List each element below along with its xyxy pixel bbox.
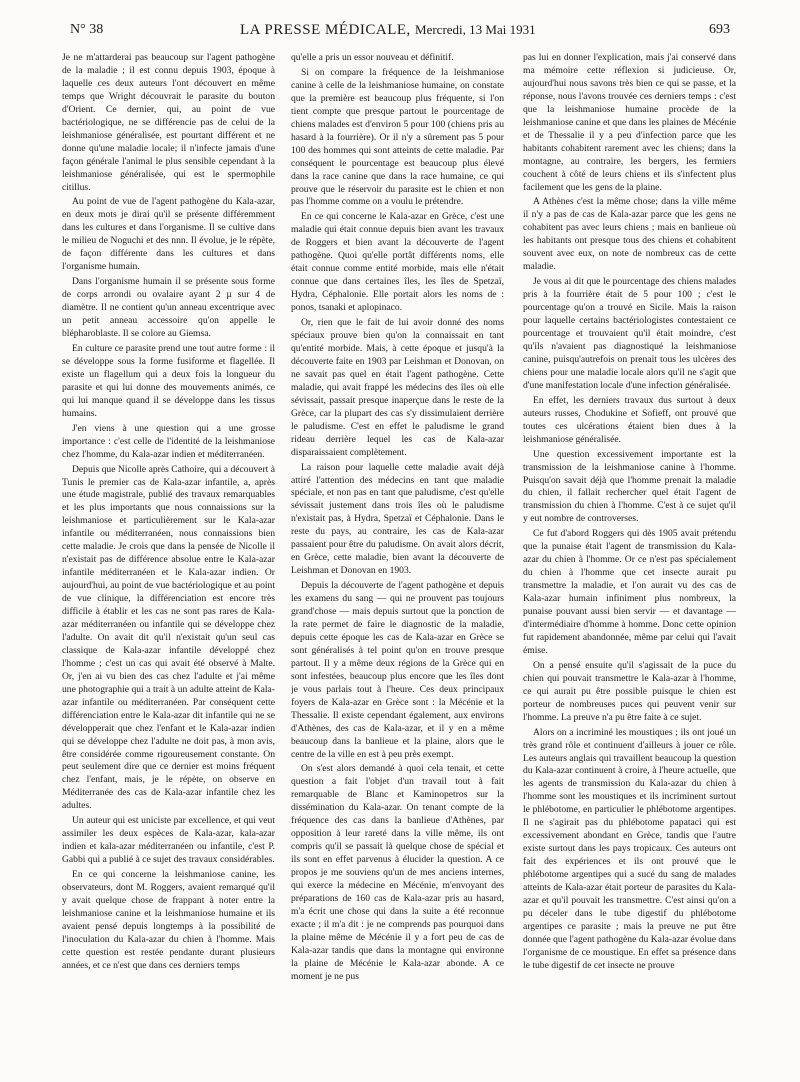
paragraph: Depuis la découverte de l'agent pathogène et depuis les examens du sang — qui ne prouvent pas toujours grand'chose — mais depuis surtout que la ponction de la rate permet de faire le diagnostic de la maladie, depuis cette époque les cas de Kala-azar en Grèce se sont généralisés à tel point qu'on en trouve presque partout. Il y a même deux régions de la Grèce qui en sont infestées, beaucoup plus encore que les îles dont je vous parlais tout à l'heure. Ces deux principaux foyers de Kala-azar en Grèce sont : la Mécénie et la Thessalie. Il existe cependant également, aux environs d'Athènes, des cas de Kala-azar, et il y en a même beaucoup dans la banlieue et la plaine, alors que le centre de la ville en est à peu près exempt.: [291, 580, 504, 760]
paragraph: En effet, les derniers travaux dus surtout à deux auteurs russes, Chodukine et Sofieff, ont prouvé que toutes ces ulcérations étaient bien dues à la leishmaniose généralisée.: [523, 394, 736, 445]
paragraph: La raison pour laquelle cette maladie avait déjà attiré l'attention des médecins en tant que maladie spéciale, et non pas en tant que paludisme, c'est qu'elle sévissait justement dans trois îles où le paludisme n'existait pas, à Hydra, Spetzaï et Céphalonie. Dans le reste du pays, au contraire, les cas de Kala-azar passaient pour être du paludisme. On avait alors décrit, en Grèce, cette maladie, bien avant la découverte de Leishman et Donovan en 1903.: [291, 461, 504, 577]
paragraph: Si on compare la fréquence de la leishmaniose canine à celle de la leishmaniose humaine, on constate que la première est beaucoup plus fréquente, si l'on tient compte que presque partout le pourcentage de chiens malades est d'environ 5 pour 100 (chiens pris au hasard à la fourrière). Or il n'y a sûrement pas 5 pour 100 des hommes qui sont atteints de cette maladie. Par conséquent le pourcentage est beaucoup plus élevé dans la race canine que dans la race humaine, ce qui prouve que le réservoir du parasite est le chien et non pas l'homme comme on a voulu le prétendre.: [291, 66, 504, 208]
paragraph: Je vous ai dit que le pourcentage des chiens malades pris à la fourrière était de 5 pour 100 ; c'est le pourcentage qu'on a trouvé en Sicile. Mais la raison pour laquelle certains bactériologistes contestaient ce pourcentage et trouvaient qu'il était moindre, c'est qu'ils n'avaient pas diagnostiqué la leishmaniose canine, puisqu'autrefois on prenait tous les ulcères des chiens pour une maladie locale alors qu'il ne s'agit que d'une manifestation locale d'une infection généralisée.: [523, 276, 736, 391]
paragraph: Une question excessivement importante est la transmission de la leishmaniose canine à l'homme. Puisqu'on savait déjà que l'homme prenait la maladie du chien, il fallait rechercher quel était l'agent de transmission du chien à l'homme. C'est à ce sujet qu'il y eut nombre de controverses.: [523, 448, 736, 525]
paragraph: pas lui en donner l'explication, mais j'ai conservé dans ma mémoire cette réflexion si judicieuse. Or, aujourd'hui nous savons très bien ce qui se passe, et la réponse, nous l'avons trouvée ces derniers temps : c'est que la leishmaniose humaine procède de la leishmaniose canine et que dans les plaines de Mécénie et de Thessalie il y a peu d'infection parce que les habitants cohabitent rarement avec les chiens; dans la montagne, au contraire, les bergers, les fermiers couchent à côté de leurs chiens et ils s'infectent plus facilement que les gens de la plaine.: [523, 52, 736, 193]
text-column-2: [291, 52, 504, 1072]
paragraph: Au point de vue de l'agent pathogène du Kala-azar, en deux mots je dirai qu'il se présente différemment dans les cultures et dans l'organisme. Il se cultive dans le milieu de Noguchi et des nnn. Il évolue, je le répète, de façon différente dans les cultures et dans l'organisme humain.: [62, 196, 275, 273]
paragraph: J'en viens à une question qui a une grosse importance : c'est celle de l'identité de la leishmaniose chez l'homme, du Kala-azar indien et méditerranéen.: [62, 422, 275, 460]
issue-date: Mercredi, 13 Mai 1931: [415, 22, 536, 37]
paragraph: En culture ce parasite prend une tout autre forme : il se développe sous la forme fusiforme et flagellée. Il existe un flagellum qui a deux fois la longueur du parasite et qui lui donne des mouvements animés, ce qui lui manque quand il se développe dans les tissus humains.: [62, 342, 275, 419]
paragraph: Or, rien que le fait de lui avoir donné des noms spéciaux prouve bien qu'on la connaissait en tant qu'entité morbide. Mais, à cette époque et jusqu'à la découverte faite en 1903 par Leishman et Donovan, on ne savait pas quel en était l'agent pathogène. Cette maladie, qui avait frappé les médecins des îles où elle sévissait, passait presque inaperçue dans le reste de la Grèce, car la plupart des cas s'y dissimulaient derrière le paludisme. C'est en effet le paludisme le grand rideau derrière lequel les cas de Kala-azar disparaissaient complètement.: [291, 317, 504, 458]
issue-number: N° 38: [70, 22, 104, 37]
paragraph: On s'est alors demandé à quoi cela tenait, et cette question a fait l'objet d'un travail tout à fait remarquable de Blanc et Kaminopetros sur la dissémination du Kala-azar. On tenant compte de la fréquence des cas dans la banlieue d'Athènes, par opposition à leur rareté dans la ville même, ils ont compris qu'il se passait là quelque chose de spécial et ils sont en effet parvenus à élucider la question. A ce propos je me souviens qu'un de mes anciens internes, qui exerce la médecine en Mécénie, m'envoyant des préparations de 160 cas de Kala-azar pris au hasard, m'a écrit une chose qui dans la suite a été reconnue exacte ; il m'a dit : je ne comprends pas pourquoi dans la plaine même de Mécénie il y a fort peu de cas de Kala-azar tandis que dans la montagne qui environne la plaine de Mécénie le Kala-azar abonde. A ce moment je ne pus: [291, 763, 504, 982]
paragraph: Depuis que Nicolle après Cathoire, qui a découvert à Tunis le premier cas de Kala-azar infantile, a, après une étude magistrale, publié des travaux remarquables et les plus importants que nous connaissions sur la leishmaniose et particulièrement sur le Kala-azar infantile ou méditerranéen, nous connaissions bien cette maladie. Je crois que dans la pensée de Nicolle il n'existait pas de différence absolue entre le Kala-azar infantile méditerranéen et le Kala-azar indien. Or aujourd'hui, au point de vue bactériologique et au point de vue clinique, la différenciation est encore très difficile à établir et les cas ne sont pas rares de Kala-azar méditerranéen ou infantile qui se développe chez l'adulte. On avait dit qu'il n'existait qu'un seul cas classique de Kala-azar infantile développé chez l'homme ; c'est un cas qui avait été observé à Malte. Or, j'en ai vu bien des cas chez l'adulte et j'ai même une photographie qui a trait à un adulte atteint de Kala-azar infantile ou méditerranéen. Par conséquent cette différenciation entre le Kala-azar dit infantile qui ne se développerait que chez l'enfant et le Kala-azar indien qui se développe chez l'adulte ne doit pas, à mon avis, être considérée comme rigoureusement constante. On peut seulement dire que ce dernier est moins fréquent chez l'enfant, mais, je le répète, on observe en Méditerranée des cas de Kala-azar infantile chez les adultes.: [62, 463, 275, 812]
text-column-1: [62, 52, 275, 1072]
text-column-3: [523, 52, 736, 1072]
paragraph: En ce qui concerne la leishmaniose canine, les observateurs, dont M. Roggers, avaient remarqué qu'il y avait quelque chose de frappant à noter entre la leishmaniose canine et la leishmaniose humaine et ils avaient pensé depuis longtemps à la possibilité de l'inoculation du Kala-azar du chien à l'homme. Mais cette question est restée pendante durant plusieurs années, et ce n'est que dans ces derniers temps: [62, 869, 275, 971]
journal-title: [240, 22, 536, 39]
page-number: 693: [709, 22, 730, 37]
paragraph: En ce qui concerne le Kala-azar en Grèce, c'est une maladie qui était connue depuis bien avant les travaux de Roggers et bien avant la découverte de l'agent pathogène. Quoi qu'elle portât différents noms, elle était connue comme entité morbide, mais elle n'était connue que dans certaines îles, les îles de Spetzaï, Hydra, Céphalonie. Elle portait alors les noms de : ponos, tsanaki et aplopinaco.: [291, 211, 504, 314]
paragraph: Ce fut d'abord Roggers qui dès 1905 avait prétendu que la punaise était l'agent de transmission du Kala-azar du chien à l'homme. Or ce n'est pas spécialement du chien à l'homme que cet insecte aurait pu transmettre la maladie, et l'on aurait vu des cas de Kala-azar humain infiniment plus nombreux, la punaise pouvant aussi bien servir — et davantage — d'intermédiaire d'homme à homme. Donc cette opinion fut rapidement abandonnée, même par celui qui l'avait émise.: [523, 528, 736, 656]
paragraph: Dans l'organisme humain il se présente sous forme de corps arrondi ou ovalaire ayant 2 µ sur 4 de diamètre. Il ne contient qu'un anneau excentrique avec un petit anneau accessoire qu'on appelle le blépharoblaste. Il se colore au Giemsa.: [62, 276, 275, 340]
paragraph: On a pensé ensuite qu'il s'agissait de la puce du chien qui pouvait transmettre le Kala-azar à l'homme, ce qui aurait pu être possible puisque le chien est porteur de nombreuses puces qui peuvent venir sur l'homme. La preuve n'a pu être faite à ce sujet.: [523, 659, 736, 723]
paragraph: A Athènes c'est la même chose; dans la ville même il n'y a pas de cas de Kala-azar parce que les gens ne cohabitent pas avec leurs chiens ; mais en banlieue où les habitants ont presque tous des chiens et cohabitent souvent avec eux, on note de nombreux cas de cette maladie.: [523, 196, 736, 273]
paragraph: qu'elle a pris un essor nouveau et définitif.: [291, 52, 454, 63]
page-header: [70, 22, 730, 44]
journal-name: LA PRESSE MÉDICALE,: [240, 22, 411, 38]
paragraph: Alors on a incriminé les moustiques ; ils ont joué un très grand rôle et continuent d'ailleurs à jouer ce rôle. Les auteurs anglais qui travaillent beaucoup la question du Kala-azar continuent à croire, à l'heure actuelle, que les agents de transmission du Kala-azar du chien à l'homme sont les moustiques et ils incriminent surtout le phlébotome, en particulier le phlébotome argentipes. Il ne s'agirait pas du phlébotome papataci qui est excessivement abondant en Grèce, tandis que l'autre existe surtout dans les pays tropicaux. Ces auteurs ont fait des expériences et ils ont prouvé que le phlébotome argentipes qui a sucé du sang de malades atteints de Kala-azar était porteur de parasites du Kala-azar et qu'il pouvait les transmettre. C'est ainsi qu'on a pu déceler dans le tube digestif du phlébotome argentipes ce parasite ; mais la preuve ne put être donnée que l'agent pathogène du Kala-azar évolue dans l'organisme de ce moustique. En effet sa présence dans le tube digestif de cet insecte ne prouve: [523, 726, 736, 971]
paragraph: Un auteur qui est uniciste par excellence, et qui veut assimiler les deux espèces de Kala-azar, kala-azar indien et kala-azar méditerranéen ou infantile, c'est P. Gabbi qui a publié à ce sujet des travaux considérables.: [62, 815, 275, 866]
paragraph: Je ne m'attarderai pas beaucoup sur l'agent pathogène de la maladie ; il est connu depuis 1903, époque à laquelle ces deux auteurs l'ont découvert en même temps que Wright découvrait le parasite du bouton d'Orient. Ce dernier, qui, au point de vue bactériologique, ne se différencie pas de celui de la leishmaniose généralisée, est pourtant différent et ne donne qu'une maladie locale; il n'infecte jamais d'une façon générale l'animal le plus sensible cependant à la leishmaniose généralisée, qui est le spermophile citillus.: [62, 52, 275, 193]
